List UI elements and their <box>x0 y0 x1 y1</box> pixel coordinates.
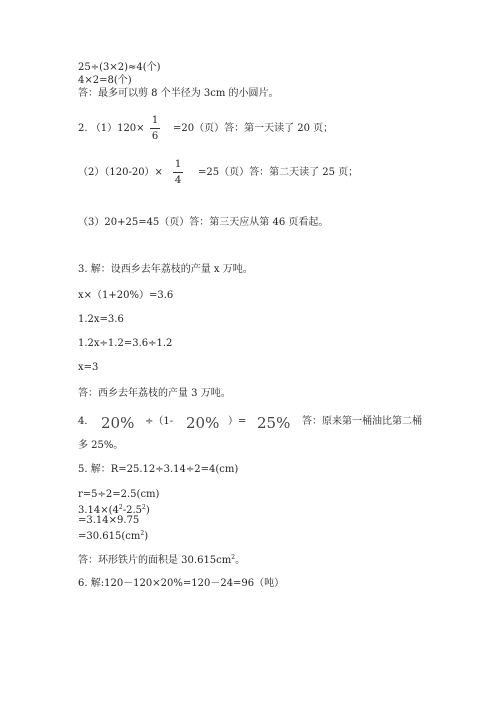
frac-den: 4 <box>174 175 182 186</box>
q2-part2-pre: （2）（120-20）× <box>78 167 163 178</box>
q4-answer: 答：原来第一桶油比第二桶 <box>302 416 422 427</box>
q4-operator: ÷（1- <box>145 416 174 427</box>
q3-line: 3. 解：设西乡去年荔枝的产量 x 万吨。 <box>78 264 253 275</box>
q5-line: 5. 解：R=25.12÷3.14÷2=4(cm) <box>78 464 239 475</box>
frac-den: 6 <box>151 131 159 142</box>
calc-line: 4×2=8(个) <box>78 75 132 86</box>
calc-line: 25÷(3×2)≈4(个) <box>78 62 161 73</box>
q2-part3: （3）20+25=45（页）答：第三天应从第 46 页看起。 <box>78 217 329 228</box>
q4-percent: 20% <box>186 414 220 432</box>
q6-line: 6. 解:120－120×20%=120－24=96（吨） <box>78 578 285 589</box>
answer-line: 答：最多可以剪 8 个半径为 3cm 的小圆片。 <box>78 88 279 99</box>
frac-num: 1 <box>174 159 182 170</box>
q4-percent: 25% <box>257 414 291 432</box>
q5-line: r=5÷2=2.5(cm) <box>78 489 160 500</box>
q2-part2-post: =25（页）答：第二天读了 25 页； <box>198 167 359 178</box>
fraction-one-quarter <box>173 159 183 186</box>
q4-percent: 20% <box>101 414 135 432</box>
q3-line: x=3 <box>78 362 99 373</box>
q5-line: $=30.615(cm^2)$ <box>78 530 149 542</box>
q4-operator: ）= <box>228 416 247 427</box>
fraction-one-sixth <box>150 115 160 142</box>
q3-line: x×（1+20%）=3.6 <box>78 290 174 301</box>
frac-num: 1 <box>151 115 159 126</box>
q5-line: $3.14\times(4^2-2.5^2)$ <box>78 504 150 516</box>
q4-number: 4. <box>78 416 88 427</box>
q2-part1-post: =20（页）答：第一天读了 20 页； <box>173 123 334 134</box>
q5-line: =3.14×9.75 <box>78 515 140 526</box>
q3-line: 1.2x÷1.2=3.6÷1.2 <box>78 338 173 349</box>
q5-answer: 答：环形铁片的面积是 $30.615cm^2$。 <box>78 554 246 566</box>
q3-answer: 答：西乡去年荔枝的产量 3 万吨。 <box>78 388 231 399</box>
q2-part1-pre: 2. （1）120× <box>78 123 145 134</box>
q3-line: 1.2x=3.6 <box>78 314 124 325</box>
q4-answer-cont: 多 25%。 <box>78 440 124 451</box>
